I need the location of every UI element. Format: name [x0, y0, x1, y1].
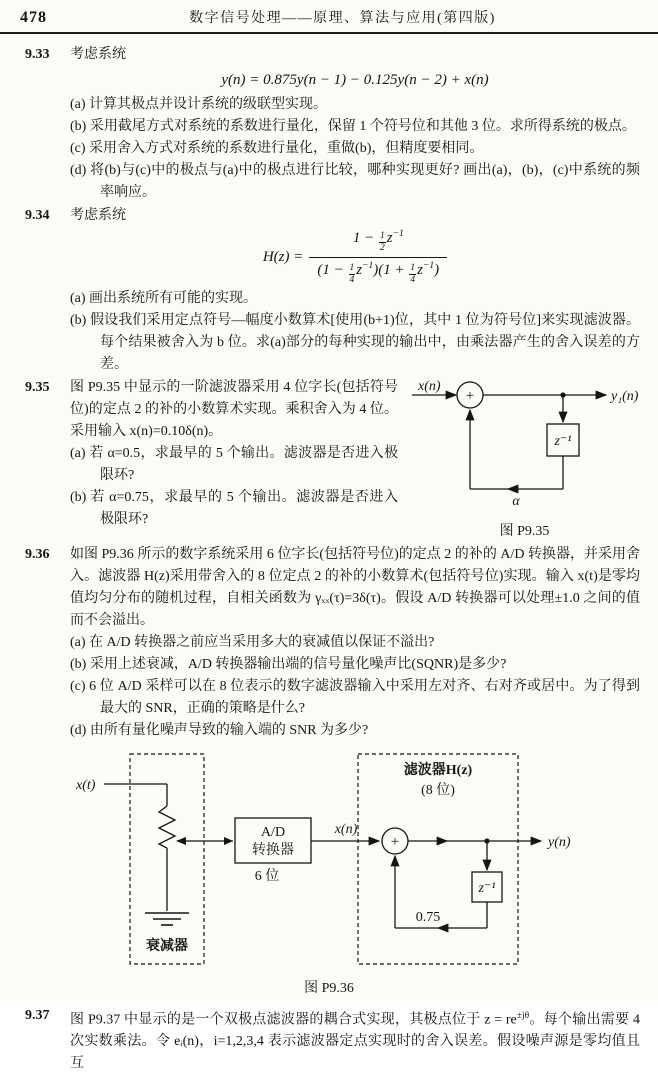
- mini-fraction-quarter: [409, 264, 416, 286]
- delay-label: z⁻¹: [477, 881, 495, 896]
- z-var: z: [417, 262, 423, 278]
- z-exp: −1: [393, 229, 404, 239]
- output-label: y₁(n): [609, 389, 639, 404]
- problem-9-37: [25, 1005, 640, 1075]
- adc-bits-label: 6 位: [255, 868, 280, 884]
- feedback-coefficient-label: 0.75: [416, 910, 441, 925]
- feedback-path: [395, 856, 487, 928]
- wiper-arrowhead: [176, 837, 186, 845]
- input-label: x(t): [75, 778, 96, 793]
- z-exp: −1: [423, 261, 434, 271]
- resistor-icon: [159, 806, 175, 848]
- problem-number: 9.34: [25, 205, 70, 376]
- item-d: (d) 由所有量化噪声导致的输入端的 SNR 为多少?: [70, 720, 640, 742]
- alpha-coefficient-label: α: [512, 494, 520, 509]
- item-c: (c) 采用舍入方式对系统的系数进行量化，重做(b)，但精度要相同。: [70, 138, 640, 160]
- page-header: [0, 0, 658, 34]
- problem-number: 9.37: [25, 1005, 70, 1075]
- page-number: 478: [20, 9, 47, 27]
- problem-9-33: [25, 44, 640, 204]
- figure-caption: 图 P9.35: [406, 521, 643, 543]
- attenuator-label: 衰减器: [146, 937, 188, 954]
- problem-9-36: [25, 544, 640, 742]
- page-body: [0, 34, 658, 1075]
- adc-input-arrowhead: [224, 837, 233, 845]
- problem-text: 图 P9.35 中显示的一阶滤波器采用 4 位字长(包括符号位)的定点 2 的补的小数算术实现。乘积舍入为 4 位。采用输入 x(n)=0.10δ(n)。: [70, 377, 398, 443]
- num-prefix: 1 −: [353, 230, 378, 246]
- problem-number: 9.35: [25, 377, 70, 543]
- problem-text-pre: 图 P9.37 中显示的是一个双极点滤波器的耦合式实现，其极点位于 z = re: [70, 1012, 517, 1027]
- fraction-denominator: [309, 258, 447, 286]
- mini-num: 1: [409, 264, 416, 276]
- input-label: x(n): [417, 379, 441, 394]
- item-b: (b) 假设我们采用定点符号—幅度小数算术[使用(b+1)位，其中 1 位为符号位]来实现滤波器。每个结果被舍入为 b 位。求(a)部分的每种实现的输出中，由乘法器产生的舍入误差的方差。: [70, 310, 640, 376]
- mini-num: 1: [379, 232, 386, 244]
- plus-sign: +: [466, 388, 474, 404]
- problem-9-34: [25, 205, 640, 376]
- running-title: 数字信号处理——原理、算法与应用(第四版): [47, 7, 638, 27]
- filter-title: 滤波器H(z): [404, 761, 473, 778]
- item-d: (d) 将(b)与(c)中的极点与(a)中的极点进行比较，哪种实现更好? 画出(a)，(b)，(c)中系统的频率响应。: [70, 160, 640, 204]
- item-a: (a) 计算其极点并设计系统的级联型实现。: [70, 94, 640, 116]
- formula-lhs: H(z) =: [263, 249, 304, 265]
- mini-den: 2: [379, 243, 386, 254]
- adc-label-bottom: 转换器: [252, 841, 294, 858]
- problem-number: 9.36: [25, 544, 70, 742]
- pole-exponent: ±jθ: [517, 1011, 529, 1021]
- transfer-function: [70, 229, 640, 286]
- block-diagram-p935: [406, 377, 643, 509]
- item-c: (c) 6 位 A/D 采样可以在 8 位表示的数字滤波器输入中采用左对齐、右对齐或居中。为了得到最大的 SNR，正确的策略是什么?: [70, 676, 640, 720]
- item-a: (a) 若 α=0.5，求最早的 5 个输出。滤波器是否进入极限环?: [70, 443, 398, 487]
- figure-p9-35: [398, 377, 643, 543]
- item-b: (b) 采用上述衰减，A/D 转换器输出端的信号量化噪声比(SQNR)是多少?: [70, 654, 640, 676]
- problem-number: 9.33: [25, 44, 70, 204]
- difference-equation: y(n) = 0.875y(n − 1) − 0.125y(n − 2) + x(n): [70, 69, 640, 91]
- input-wire: [104, 784, 167, 806]
- z-var: z: [387, 230, 393, 246]
- z-exp: −1: [362, 261, 373, 271]
- fraction: [309, 229, 447, 286]
- den-part2: )(1 +: [373, 262, 408, 278]
- mini-fraction-half: [379, 232, 386, 254]
- problem-9-35: [25, 377, 640, 543]
- plus-sign: +: [391, 834, 399, 850]
- item-b: (b) 采用截尾方式对系统的系数进行量化，保留 1 个符号位和其他 3 位。求所得系统的极点。: [70, 116, 640, 138]
- figure-p9-36: [0, 746, 658, 997]
- den-part3: ): [434, 262, 439, 278]
- mini-num: 1: [349, 264, 356, 276]
- fraction-numerator: [309, 229, 447, 258]
- problem-text-post: 。每个输出需要 4 次实数乘法。令 eᵢ(n)，i=1,2,3,4 表示滤波器定点实现时的舍入误差。假设噪声源是零均值且互: [70, 1012, 640, 1071]
- item-a: (a) 在 A/D 转换器之前应当采用多大的衰减值以保证不溢出?: [70, 632, 640, 654]
- mini-den: 4: [349, 275, 356, 286]
- z-var: z: [356, 262, 362, 278]
- den-part1: (1 −: [317, 262, 347, 278]
- output-label: y(n): [546, 835, 571, 850]
- adc-label-top: A/D: [261, 825, 285, 840]
- item-a: (a) 画出系统所有可能的实现。: [70, 288, 640, 310]
- figure-caption: 图 P9.36: [0, 977, 658, 997]
- xn-label: x(n): [334, 822, 358, 837]
- block-diagram-p936: [0, 746, 658, 972]
- delay-label: z⁻¹: [553, 434, 571, 449]
- ground-icon: [145, 913, 189, 925]
- feedback-path: [470, 410, 563, 489]
- problem-text: 如图 P9.36 所示的数字系统采用 6 位字长(包括符号位)的定点 2 的补的 A/D 转换器，并采用舍入。滤波器 H(z)采用带舍入的 8 位定点 2 的补的小数算术(包括符号位)实现。输入 x(t)是零均值均匀分布的随机过程，自相关函数为 γₓₓ(τ)=3δ(τ)。假设 A/D 转换器可以处理±1.0 之间的值而不会溢出。: [70, 544, 640, 632]
- problem-intro: 考虑系统: [70, 44, 640, 66]
- problem-intro: 考虑系统: [70, 205, 640, 227]
- item-b: (b) 若 α=0.75，求最早的 5 个输出。滤波器是否进入极限环?: [70, 487, 398, 531]
- mini-den: 4: [409, 275, 416, 286]
- mini-fraction-quarter: [349, 264, 356, 286]
- filter-bits-label: (8 位): [421, 782, 455, 798]
